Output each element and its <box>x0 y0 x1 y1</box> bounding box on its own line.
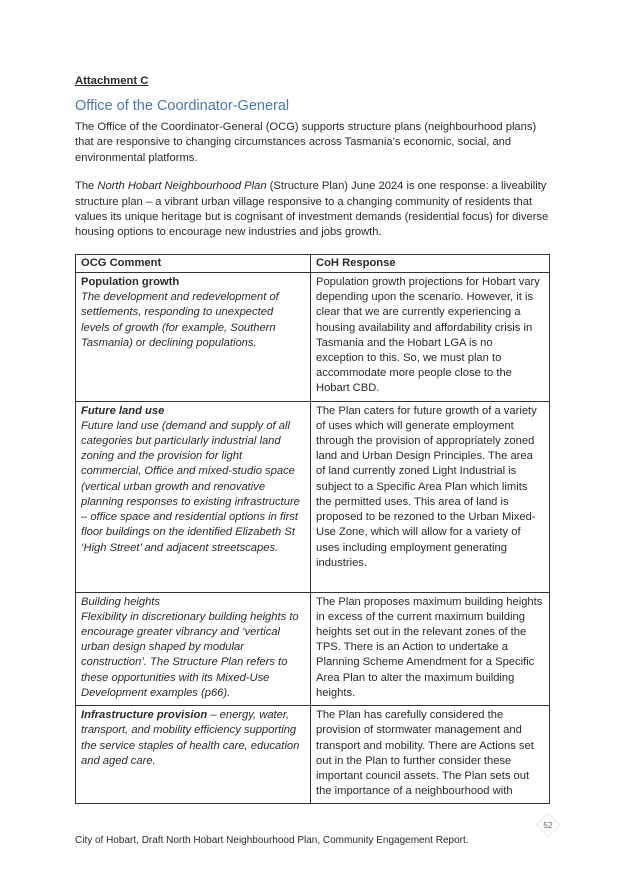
comment-cell <box>76 706 311 804</box>
comment-cell <box>76 401 311 592</box>
response-cell <box>311 706 550 804</box>
response-cell <box>311 592 550 705</box>
col-header-ocg-comment: OCG Comment <box>76 254 311 272</box>
comment-title: Future land use <box>81 404 165 417</box>
intro-paragraph-text: The Office of the Coordinator-General (OCG) supports structure plans (neighbourhood plans) that are responsive to changing circumstances across Tasmania’s economic, social, and environmental platforms. <box>75 121 537 164</box>
response-text: The Plan has carefully considered the provision of stormwater management and transport and mobility. There are Actions set out in the Plan to further consider these important council assets. The Plan sets out the importance of a neighbourhood with <box>316 709 534 798</box>
response-cell <box>311 401 550 592</box>
response-text: The Plan caters for future growth of a variety of uses which will generate employment through the provision of appropriately zoned land and Urban Design Principles. The area of land currently zoned Light Industrial is subject to a Specific Area Plan which limits the permitted uses. This area of land is proposed to be rezoned to the Urban Mixed-Use Zone, which will allow for a variety of uses including employment generating industries. <box>316 404 537 569</box>
section-heading: Office of the Coordinator-General <box>75 98 290 114</box>
plan-paragraph-rest: (Structure Plan) June 2024 is one response: a liveability structure plan – a vibrant urban village responsive to a changing community of residents that values its unique heritage but is cognisant of investment demands (residential focus) for diverse housing options to encourage new industries and jobs growth. <box>75 180 549 239</box>
response-cell <box>311 273 550 402</box>
comment-cell <box>76 592 311 705</box>
comment-body: The development and redevelopment of settlements, responding to unexpected levels of growth (for example, Southern Tasmania) or declining populations. <box>81 291 279 349</box>
col-header-coh-response: CoH Response <box>311 254 550 272</box>
intro-paragraph <box>75 120 549 166</box>
table-row-population-growth <box>76 273 550 402</box>
plan-title-italic: North Hobart Neighbourhood Plan <box>97 180 267 193</box>
table-header-row <box>76 254 550 272</box>
table-row-building-heights <box>76 592 550 705</box>
document-footer: City of Hobart, Draft North Hobart Neighbourhood Plan, Community Engagement Report. <box>75 835 469 846</box>
comment-body: Future land use (demand and supply of all categories but particularly industrial land zoning and the provision for light commercial, Office and mixed-studio space (vertical urban growth and renovative planning responses to existing infrastructure – office space and residential options in first floor buildings on the identified Elizabeth St ‘High Street’ and adjacent streetscapes. <box>81 419 300 554</box>
comment-body: Flexibility in discretionary building heights to encourage greater vibrancy and ‘vertical urban design shaped by modular construction’. The Structure Plan refers to these opportunities with its Mixed-Use Development examples (p66). <box>81 610 299 699</box>
response-text: Population growth projections for Hobart vary depending upon the scenario. However, it is clear that we are currently experiencing a housing availability and affordability crisis in Tasmania and the Hobart LGA is no exception to this. So, we must plan to accommodate more people close to the Hobart CBD. <box>316 276 540 395</box>
comment-title: Population growth <box>81 276 180 289</box>
page-content <box>75 75 549 804</box>
plan-paragraph-prefix: The <box>75 180 98 193</box>
table-row-future-land-use <box>76 401 550 592</box>
comment-title: Infrastructure provision <box>81 709 208 722</box>
comment-title: Building heights <box>81 595 160 608</box>
page-number-value: 52 <box>543 820 553 830</box>
plan-paragraph <box>75 179 549 241</box>
comment-body: – energy, water, transport, and mobility efficiency supporting the service staples of health care, education and aged care. <box>81 709 300 767</box>
table-row-infrastructure-provision <box>76 706 550 804</box>
ocg-response-table <box>75 254 550 804</box>
comment-cell <box>76 273 311 402</box>
attachment-label: Attachment C <box>75 75 149 87</box>
response-text: The Plan proposes maximum building heights in excess of the current maximum building heights set out in the relevant zones of the TPS. There is an Action to undertake a Planning Scheme Amendment for a Specific Area Plan to alter the maximum building heights. <box>316 595 543 699</box>
